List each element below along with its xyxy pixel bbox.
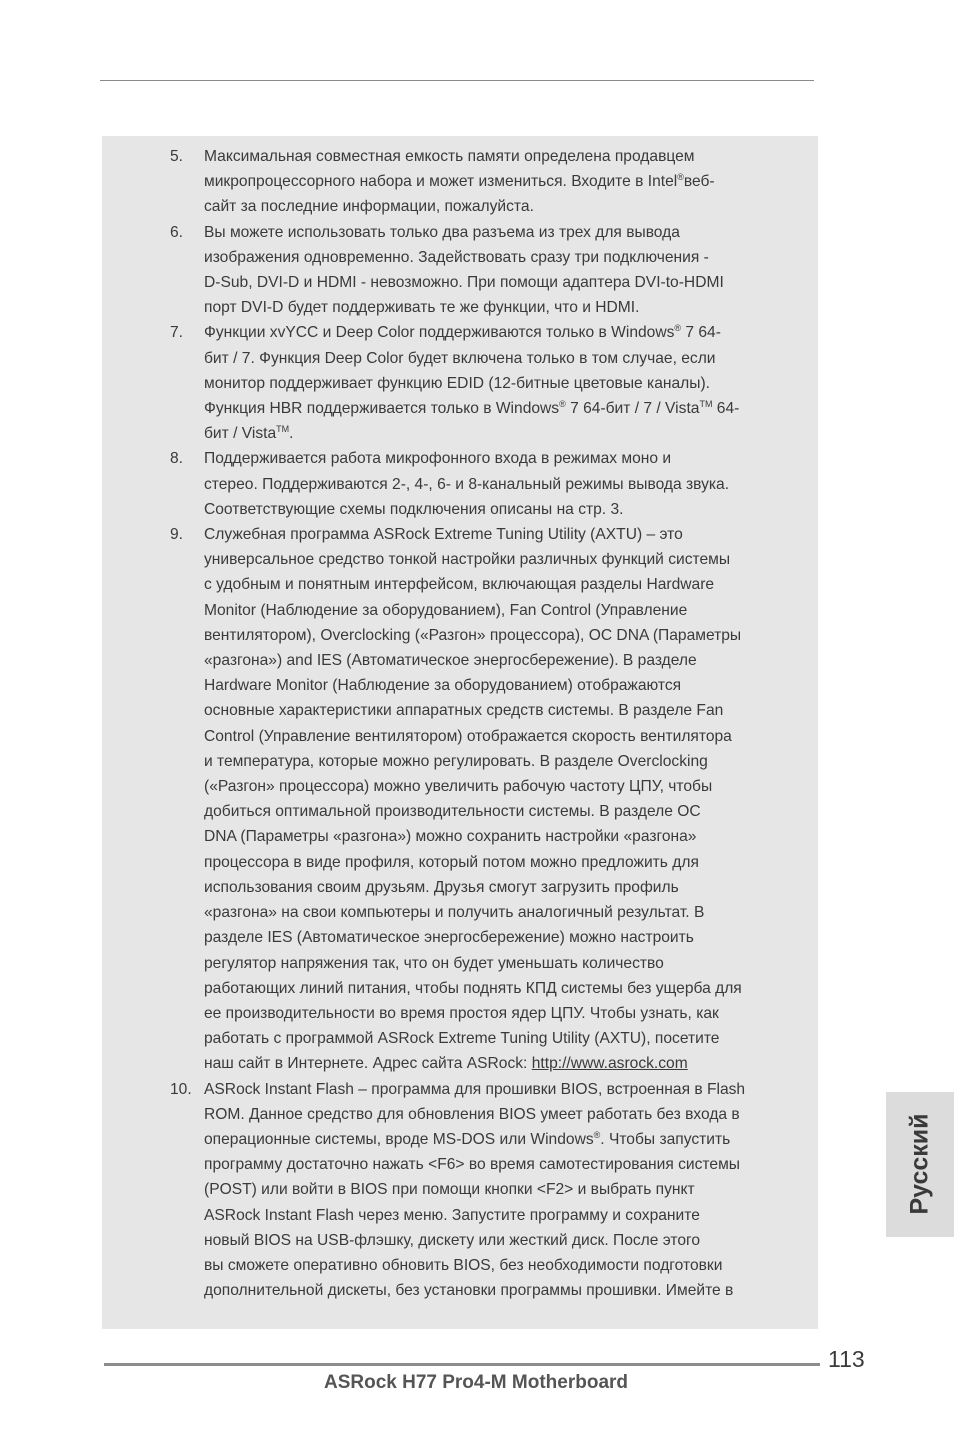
note-line: использования своим друзьям. Друзья смогут загрузить профиль bbox=[204, 878, 679, 896]
note-line: (POST) или войти в BIOS при помощи кнопки <F2> и выбрать пункт bbox=[204, 1181, 695, 1199]
note-text bbox=[204, 320, 786, 446]
note-text bbox=[204, 1077, 786, 1304]
note-line: вентилятором), Overclocking («Разгон» процессора), OC DNA (Параметры bbox=[204, 626, 742, 644]
note-line: сайт за последние информации, пожалуйста. bbox=[204, 198, 534, 216]
note-line: Hardware Monitor (Наблюдение за оборудованием) отображаются bbox=[204, 677, 682, 695]
note-line: работающих линий питания, чтобы поднять КПД системы без ущерба для bbox=[204, 979, 742, 997]
note-line: изображения одновременно. Задействовать сразу три подключения - bbox=[204, 248, 709, 266]
registered-mark: ® bbox=[674, 323, 682, 334]
note-line: новый BIOS на USB-флэшку, дискету или жесткий диск. После этого bbox=[204, 1231, 701, 1249]
note-number: 5. bbox=[170, 148, 184, 165]
note-line: операционные системы, вроде MS-DOS или Windows®. Чтобы запустить bbox=[204, 1129, 731, 1148]
note-line: монитор поддерживает функцию EDID (12-битные цветовые каналы). bbox=[204, 374, 710, 392]
note-line: Monitor (Наблюдение за оборудованием), Fan Control (Управление bbox=[204, 601, 688, 619]
note-line: стерео. Поддерживаются 2-, 4-, 6- и 8-канальный режимы вывода звука. bbox=[204, 475, 730, 493]
note-number: 9. bbox=[170, 526, 184, 544]
trademark-mark: TM bbox=[276, 424, 290, 435]
notes-panel bbox=[102, 136, 818, 1329]
note-line: Поддерживается работа микрофонного входа в режимах моно и bbox=[204, 450, 672, 468]
asrock-website-link[interactable]: http://www.asrock.com bbox=[531, 1055, 688, 1073]
registered-mark: ® bbox=[677, 172, 684, 183]
note-number: 7. bbox=[170, 324, 184, 342]
registered-mark: ® bbox=[593, 1129, 601, 1140]
note-line: «разгона» на свои компьютеры и получить аналогичный результат. В bbox=[204, 904, 705, 922]
note-line: бит / 7. Функция Deep Color будет включена только в том случае, если bbox=[204, 349, 716, 367]
top-rule bbox=[100, 80, 814, 81]
footer-title: ASRock H77 Pro4-M Motherboard bbox=[323, 1372, 629, 1393]
note-line: Функции xvYCC и Deep Color поддерживаются только в Windows® 7 64- bbox=[204, 323, 721, 342]
note-line: и температура, которые можно регулировать. В разделе Overclocking bbox=[204, 752, 708, 770]
note-item bbox=[102, 522, 818, 1076]
language-tab bbox=[886, 1092, 954, 1237]
note-line: бит / Vista™. bbox=[204, 424, 294, 443]
footer-rule bbox=[104, 1363, 820, 1366]
note-line: наш сайт в Интернете. Адрес сайта ASRock: http://www.asrock.com bbox=[204, 1055, 688, 1073]
note-line: ASRock Instant Flash – программа для прошивки BIOS, встроенная в Flash bbox=[204, 1080, 746, 1098]
note-line: порт DVI-D будет поддерживать те же функции, что и HDMI. bbox=[204, 299, 640, 317]
notes-list bbox=[102, 144, 818, 1303]
note-line: «разгона») and IES (Автоматическое энергосбережение). В разделе bbox=[204, 652, 697, 670]
note-line: разделе IES (Автоматическое энергосбережение) можно настроить bbox=[204, 929, 694, 947]
language-tab-label: Русский bbox=[905, 1113, 934, 1215]
note-line: вы сможете оперативно обновить BIOS, без необходимости подготовки bbox=[204, 1256, 723, 1274]
note-line: («Разгон» процессора) можно увеличить рабочую частоту ЦПУ, чтобы bbox=[204, 778, 713, 796]
note-line: Служебная программа ASRock Extreme Tuning Utility (AXTU) – это bbox=[204, 526, 683, 544]
note-line: работать с программой ASRock Extreme Tuning Utility (AXTU), посетите bbox=[204, 1030, 720, 1048]
note-line: дополнительной дискеты, без установки программы прошивки. Имейте в bbox=[204, 1282, 734, 1300]
note-number: 8. bbox=[170, 450, 184, 468]
note-text bbox=[204, 144, 786, 220]
note-line: микропроцессорного набора и может измениться. Входите в Intel®веб- bbox=[204, 172, 715, 191]
note-line: Control (Управление вентилятором) отображается скорость вентилятора bbox=[204, 727, 732, 745]
note-text bbox=[204, 220, 786, 321]
note-line: ASRock Instant Flash через меню. Запустите программу и сохраните bbox=[204, 1206, 700, 1224]
note-line: Максимальная совместная емкость памяти определена продавцем bbox=[204, 148, 695, 165]
note-line: процессора в виде профиля, который потом можно предложить для bbox=[204, 853, 699, 871]
trademark-mark: TM bbox=[699, 399, 713, 410]
note-line: Вы можете использовать только два разъема из трех для вывода bbox=[204, 223, 680, 241]
note-text bbox=[204, 446, 786, 522]
note-line: DNA (Параметры «разгона») можно сохранить настройки «разгона» bbox=[204, 828, 697, 846]
note-item bbox=[102, 320, 818, 446]
note-item bbox=[102, 446, 818, 522]
note-text bbox=[204, 522, 786, 1076]
note-line: с удобным и понятным интерфейсом, включающая разделы Hardware bbox=[204, 576, 715, 594]
page-number: 113 bbox=[828, 1346, 865, 1372]
note-line: ее производительности во время простоя ядер ЦПУ. Чтобы узнать, как bbox=[204, 1004, 719, 1022]
note-item bbox=[102, 220, 818, 321]
note-line: Соответствующие схемы подключения описаны на стр. 3. bbox=[204, 500, 624, 518]
note-item bbox=[102, 1077, 818, 1304]
note-line: D-Sub, DVI-D и HDMI - невозможно. При помощи адаптера DVI-to-HDMI bbox=[204, 274, 724, 292]
note-number: 6. bbox=[170, 223, 184, 241]
note-item bbox=[102, 144, 818, 220]
note-line: Функция HBR поддерживается только в Windows® 7 64-бит / 7 / Vista™ 64- bbox=[204, 399, 740, 418]
note-line: ROM. Данное средство для обновления BIOS умеет работать без входа в bbox=[204, 1105, 740, 1123]
note-line: универсальное средство тонкой настройки различных функций системы bbox=[204, 551, 731, 569]
registered-mark: ® bbox=[559, 399, 566, 410]
note-line: регулятор напряжения так, что он будет уменьшать количество bbox=[204, 954, 664, 972]
note-number: 10. bbox=[170, 1080, 192, 1098]
note-line: программу достаточно нажать <F6> во время самотестирования системы bbox=[204, 1156, 741, 1174]
note-line: основные характеристики аппаратных средств системы. В разделе Fan bbox=[204, 702, 724, 720]
note-line: добиться оптимальной производительности системы. В разделе OC bbox=[204, 803, 701, 821]
